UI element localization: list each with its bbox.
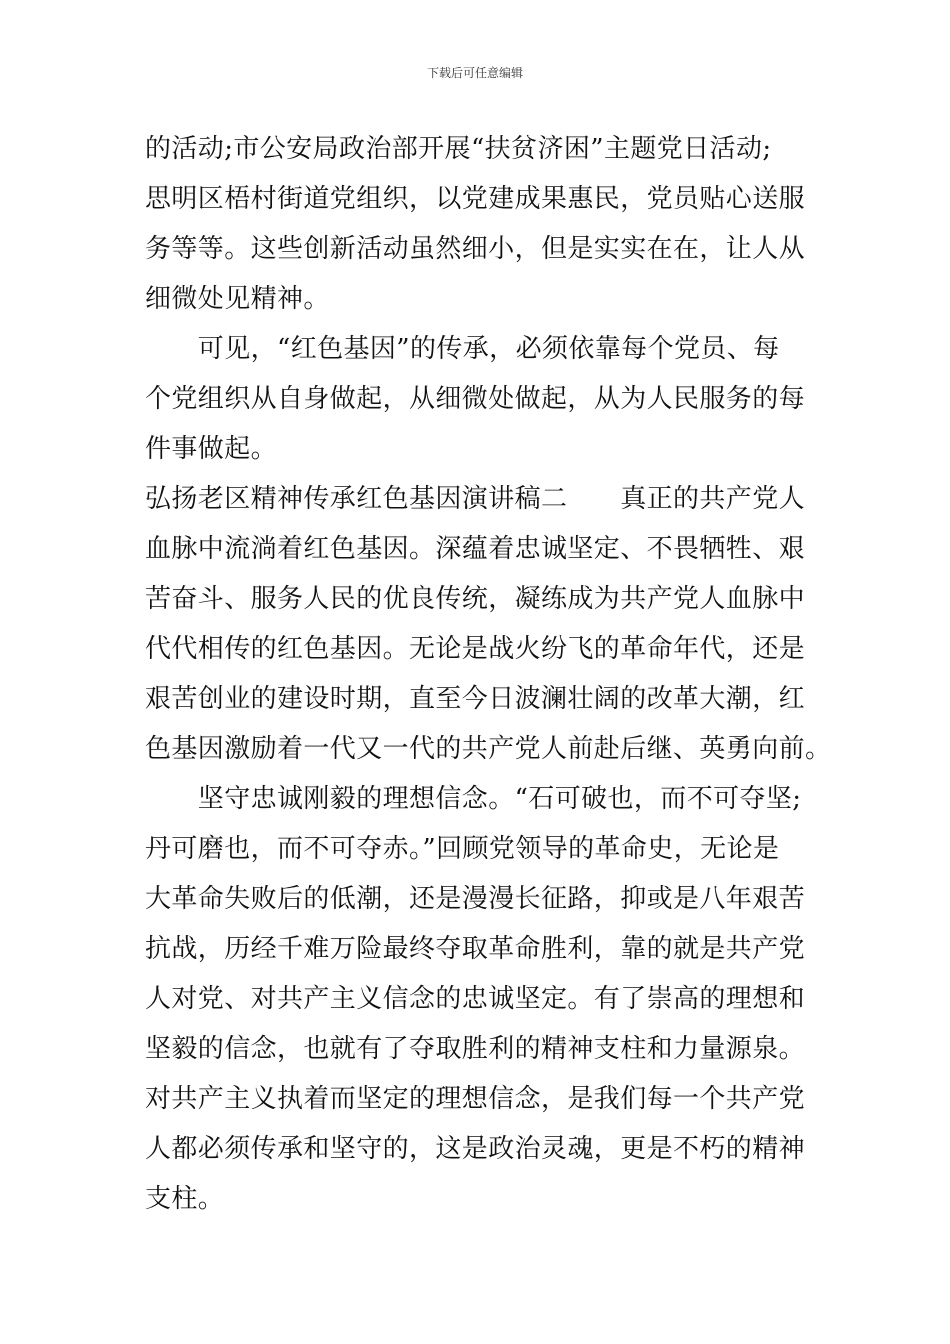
text-line: 抗战，历经千难万险最终夺取革命胜利，靠的就是共产党 [145,934,806,964]
text-line: 色基因激励着一代又一代的共产党人前赴后继、英勇向前。 [145,734,832,764]
text-line: 的活动;市公安局政治部开展“扶贫济困”主题党日活动; [145,134,772,164]
text-line: 坚毅的信念，也就有了夺取胜利的精神支柱和力量源泉。 [145,1034,806,1064]
text-line: 细微处见精神。 [145,284,330,314]
text-line: 件事做起。 [145,434,278,464]
text-line: 苦奋斗、服务人民的优良传统，凝练成为共产党人血脉中 [145,584,806,614]
text-line: 思明区梧村街道党组织，以党建成果惠民，党员贴心送服 [145,184,806,214]
text-line: 可见，“红色基因”的传承，必须依靠每个党员、每 [145,334,780,364]
text-line: 大革命失败后的低潮，还是漫漫长征路，抑或是八年艰苦 [145,884,806,914]
text-line: 人对党、对共产主义信念的忠诚坚定。有了崇高的理想和 [145,984,806,1014]
document-body [145,124,832,1224]
text-line: 支柱。 [145,1184,225,1214]
text-line: 丹可磨也，而不可夺赤。”回顾党领导的革命史，无论是 [145,834,780,864]
section-title-line: 弘扬老区精神传承红色基因演讲稿二 真正的共产党人 [145,484,806,514]
text-line: 人都必须传承和坚守的，这是政治灵魂，更是不朽的精神 [145,1134,806,1164]
text-line: 血脉中流淌着红色基因。深蕴着忠诚坚定、不畏牺牲、艰 [145,534,806,564]
text-line: 坚守忠诚刚毅的理想信念。“石可破也，而不可夺坚; [145,784,802,814]
text-line: 代代相传的红色基因。无论是战火纷飞的革命年代，还是 [145,634,806,664]
text-line: 个党组织从自身做起，从细微处做起，从为人民服务的每 [145,384,806,414]
text-line: 艰苦创业的建设时期，直至今日波澜壮阔的改革大潮，红 [145,684,806,714]
text-line: 对共产主义执着而坚定的理想信念，是我们每一个共产党 [145,1084,806,1114]
page-header: 下载后可任意编辑 [426,66,523,80]
text-line: 务等等。这些创新活动虽然细小，但是实实在在，让人从 [145,234,806,264]
